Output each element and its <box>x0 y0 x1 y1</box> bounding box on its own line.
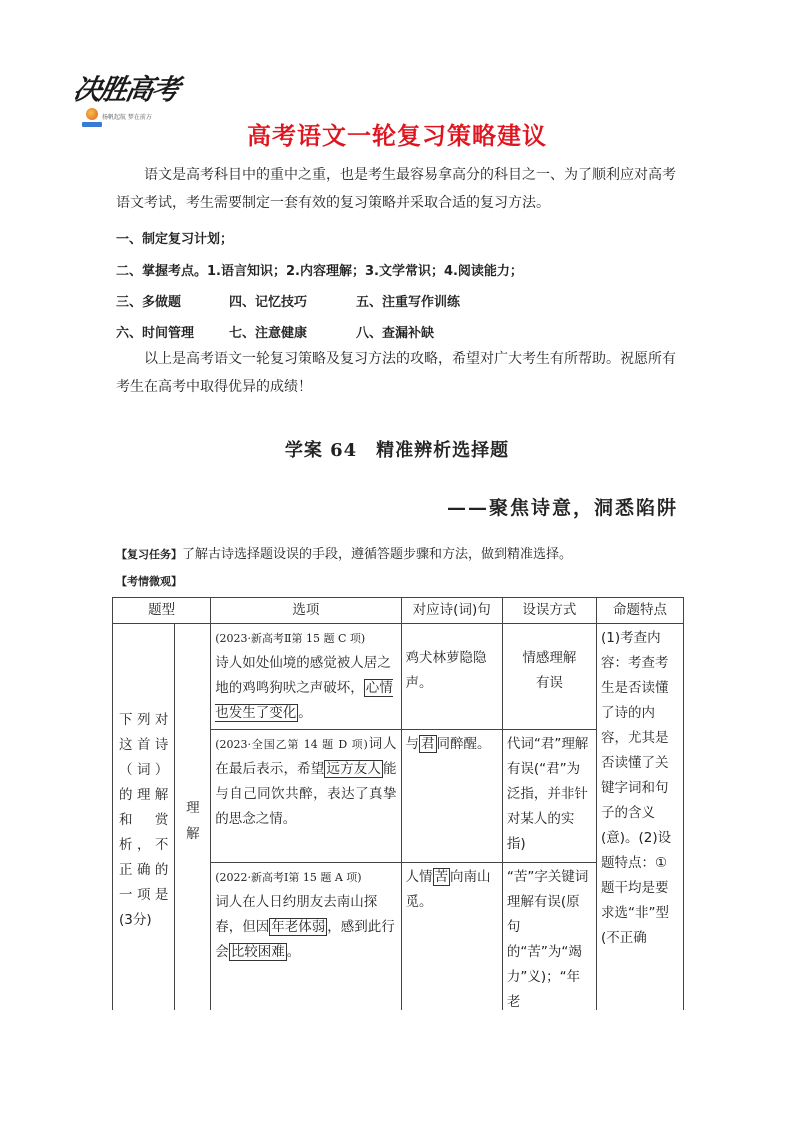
page-title: 高考语文一轮复习策略建议 <box>247 122 547 150</box>
step-line-1: 一、制定复习计划； <box>116 232 234 247</box>
step-6: 六、时间管理 <box>116 326 195 341</box>
table-header-row <box>113 598 684 624</box>
marked-text: 君 <box>421 736 435 752</box>
question-subtype-cell: 理解 <box>175 624 211 1011</box>
step-3: 三、多做题 <box>116 295 182 310</box>
task-text: 了解古诗选择题设误的手段，遵循答题步骤和方法，做到精准选择。 <box>182 547 573 562</box>
marked-text: 苦 <box>434 869 449 885</box>
table-row <box>113 624 684 730</box>
logo-subtext: 扬帆起航 梦在前方 <box>102 114 152 121</box>
header-method: 设误方式 <box>502 598 596 624</box>
header-type: 题型 <box>113 598 211 624</box>
poem-cell: 与 君 同醉醒。 <box>401 730 502 863</box>
feature-cell: (1)考查内容：考查考生是否读懂了诗的内容，尤其是否读懂了关键字词和句子的含义(意)。(2)设题特点：①题干均是要求选“非”型(不正确 <box>596 624 683 1011</box>
step-line-4 <box>116 322 434 341</box>
analysis-table <box>112 597 684 1010</box>
header-poem: 对应诗(词)句 <box>401 598 502 624</box>
header-option: 选项 <box>211 598 401 624</box>
marked-text: 远方友人 <box>326 761 382 777</box>
question-type-cell: 下列对这首诗（词）的理解和赏析，不正确的一项是(3分) <box>113 624 175 1011</box>
intro-paragraph: 语文是高考科目中的重中之重，也是考生最容易拿高分的科目之一、为了顺利应对高考语文考试，考生需要制定一套有效的复习策略并采取合适的复习方法。 <box>116 167 676 211</box>
method-cell: 代词“君”理解有误(“君”为泛指，并非针对某人的实指) <box>502 730 596 863</box>
step-line-2: 二、掌握考点。1.语言知识；2.内容理解；3.文学常识；4.阅读能力； <box>116 264 523 279</box>
poem-cell: 鸡犬林萝隐隐声。 <box>401 624 502 730</box>
step-8: 八、查漏补缺 <box>356 326 435 341</box>
step-line-3 <box>116 291 460 310</box>
logo-text: 决胜高考 <box>70 73 181 106</box>
step-7: 七、注意健康 <box>229 326 308 341</box>
marked-text: 比较困难 <box>230 944 285 960</box>
step-5: 五、注重写作训练 <box>356 295 461 310</box>
marked-text: 心情也发生了变化 <box>215 680 393 721</box>
exam-situation-label: 【考情微观】 <box>116 575 182 588</box>
header-feature: 命题特点 <box>596 598 683 624</box>
method-cell: “苦”字关键词理解有误(原句的“苦”为“竭力”义)；“年老 <box>502 863 596 1011</box>
case-title: 学案 64 精准辨析选择题 <box>284 440 510 461</box>
step-4: 四、记忆技巧 <box>229 295 308 310</box>
option-cell: (2022·新高考Ⅰ第 15 题 A 项) 词人在人日约朋友去南山探春，但因 年老体弱 ，感到此行会 比较困难 。 <box>211 863 401 1011</box>
option-cell: (2023·全国乙第 14 题 D 项)词人在最后表示，希望 远方友人 能与自己同饮共醉，表达了真挚的思念之情。 <box>211 730 401 863</box>
table-clip <box>112 597 686 1010</box>
option-cell: (2023·新高考Ⅱ第 15 题 C 项) 诗人如处仙境的感觉被人居之地的鸡鸣狗吠之声破坏， 心情也发生了变化 。 <box>211 624 401 730</box>
marked-text: 年老体弱 <box>271 919 326 935</box>
method-cell: 情感理解有误 <box>502 624 596 730</box>
closing-paragraph: 以上是高考语文一轮复习策略及复习方法的攻略，希望对广大考生有所帮助。祝愿所有考生在高考中取得优异的成绩！ <box>116 351 676 395</box>
poem-cell: 人情 苦 向南山觅。 <box>401 863 502 1011</box>
case-subtitle: ——聚焦诗意，洞悉陷阱 <box>446 497 678 519</box>
review-task <box>116 543 572 562</box>
task-label: 【复习任务】 <box>116 548 182 561</box>
